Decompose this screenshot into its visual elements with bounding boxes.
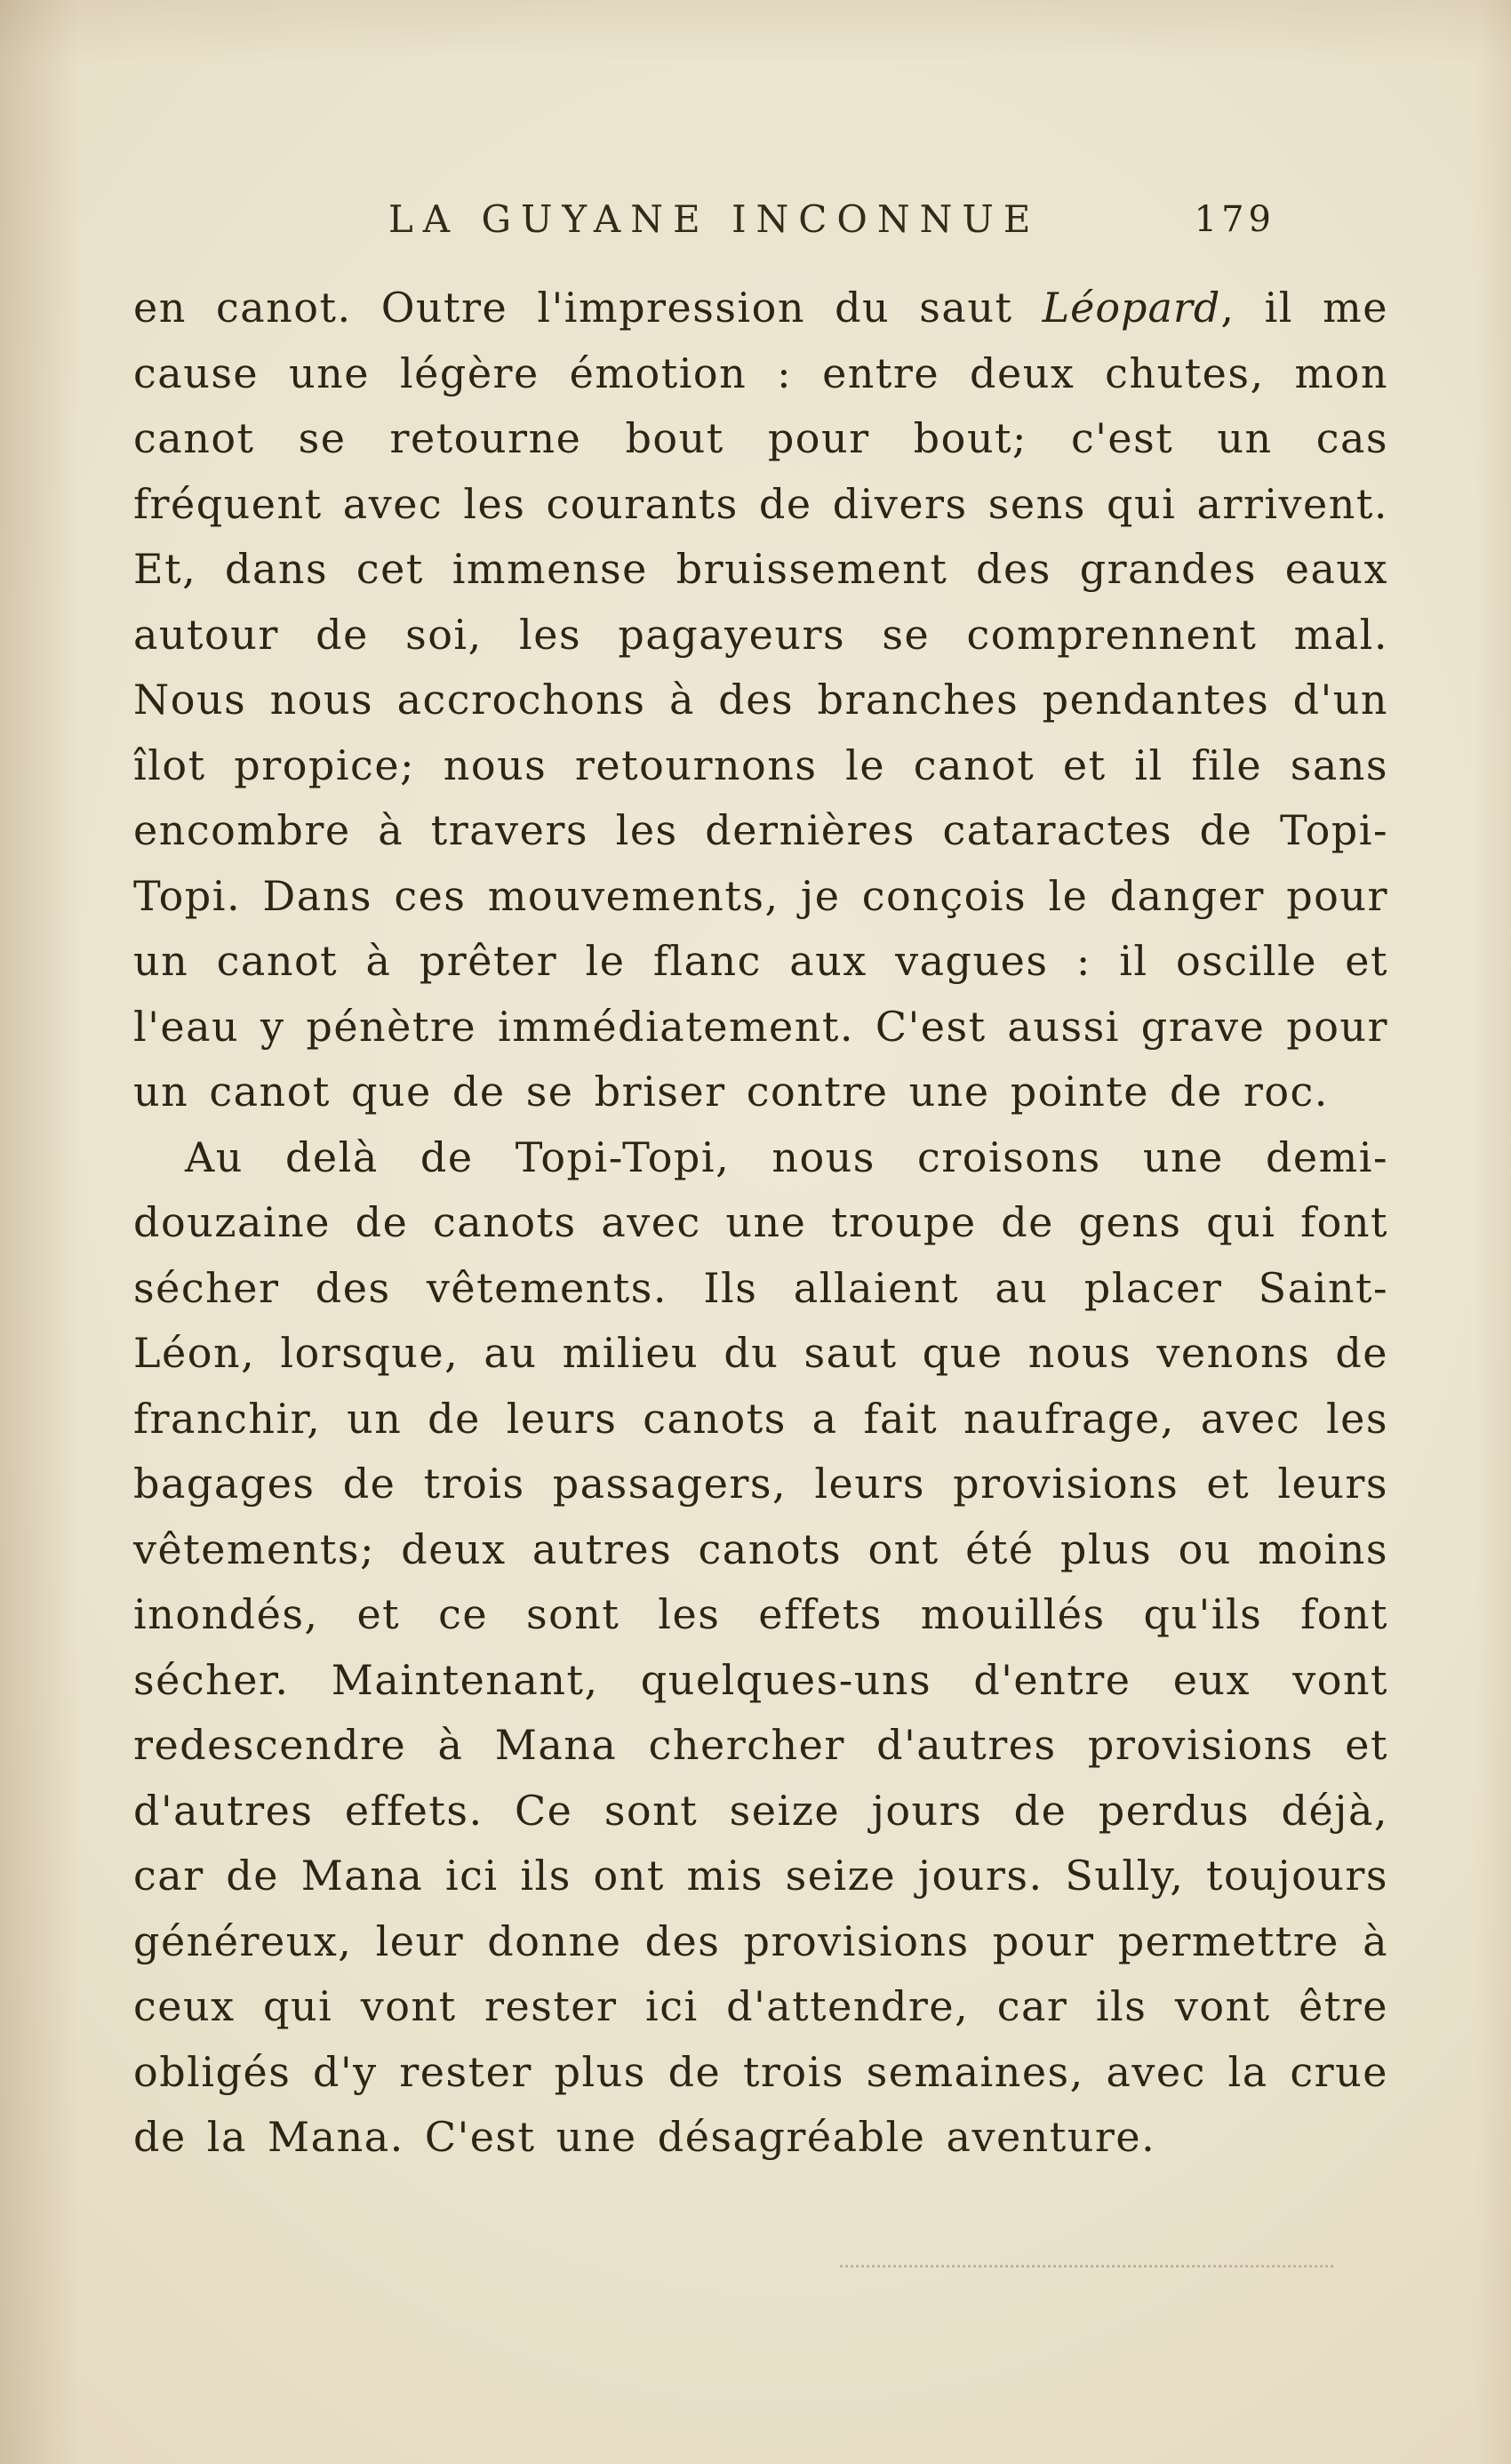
page-edge-shadow-right <box>1475 0 1511 2464</box>
italic-word-leopard: Léopard <box>1042 284 1221 332</box>
paragraph-1-text-start: en canot. Outre l'impression du saut <box>133 284 1043 332</box>
paragraph-2: Au delà de Topi-Topi, nous croisons une demi-douzaine de canots avec une troupe de gens qui font sécher des vêtements. Ils allaient au placer Saint-Léon, lorsque, au milieu du saut que nous venons de franchir, un de leurs canots a fait naufrage, avec les bagages de trois passagers, leurs provisions et leurs vêtements; deux autres canots ont été plus ou moins inondés, et ce sont les effets mouillés qu'ils font sécher. Maintenant, quelques-uns d'entre eux vont redescendre à Mana chercher d'autres provisions et d'autres effets. Ce sont seize jours de perdus déjà, car de Mana ici ils ont mis seize jours. Sully, toujours généreux, leur donne des provisions pour permettre à ceux qui vont rester ici d'attendre, car ils vont être obligés d'y rester plus de trois semaines, avec la crue de la Mana. C'est une désagréable aventure. <box>133 1132 1388 2161</box>
running-header <box>133 197 1387 254</box>
print-stray-marks <box>840 2265 1333 2268</box>
page-edge-shadow-left <box>0 0 80 2464</box>
page-edge-shadow-top <box>0 0 1511 62</box>
paragraph-1 <box>133 276 1388 1125</box>
page-body <box>133 276 1388 2171</box>
page-number: 179 <box>1194 199 1275 240</box>
running-header-title: LA GUYANE INCONNUE <box>388 197 1041 241</box>
paragraph-1-text-end: , il me cause une légère émotion : entre deux chutes, mon canot se retourne bout pour bout; c'est un cas fréquent avec les courants de divers sens qui arrivent. Et, dans cet immense bruissement des grandes eaux autour de soi, les pagayeurs se comprennent mal. Nous nous accrochons à des branches pendantes d'un îlot propice; nous retournons le canot et il file sans encombre à travers les dernières cataractes de Topi-Topi. Dans ces mouvements, je conçois le danger pour un canot à prêter le flanc aux vagues : il oscille et l'eau y pénètre immédiatement. C'est aussi grave pour un canot que de se briser contre une pointe de roc. <box>133 284 1388 1116</box>
